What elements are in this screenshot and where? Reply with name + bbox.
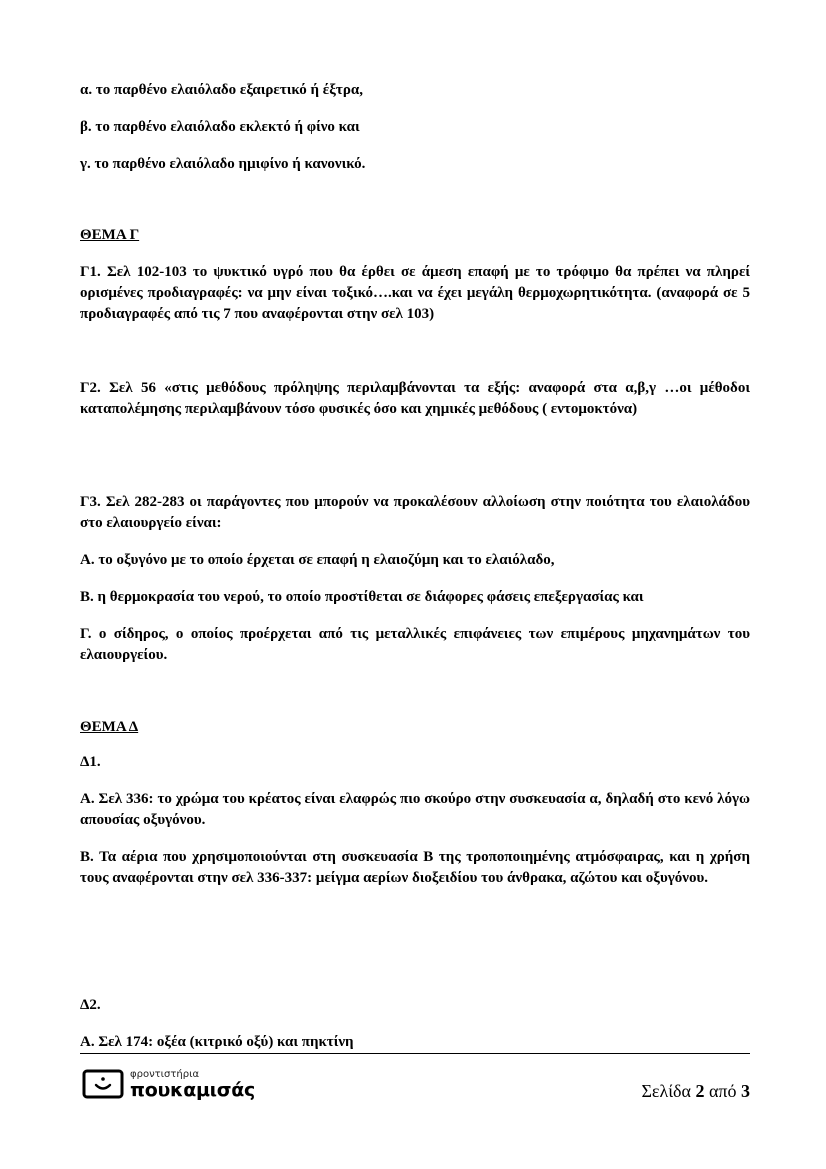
answer-d1-b: Β. Τα αέρια που χρησιμοποιούνται στη συσκευασία Β της τροποποιημένης ατμόσφαιρας, και η χρήση τους αναφέρονται στην σελ 336-337: μείγμα αερίων διοξειδίου του άνθρακα, αζώτου και οξυγόνου.: [80, 849, 750, 886]
page-current: 2: [695, 1081, 705, 1101]
answer-g3-c: Γ. ο σίδηρος, ο οποίος προέρχεται από τις μεταλλικές επιφάνειες των επιμέρους μηχανημάτων του ελαιουργείου.: [80, 626, 750, 663]
logo-subtitle: φροντιστήρια: [130, 1068, 200, 1080]
answer-g2: Γ2. Σελ 56 «στις μεθόδους πρόληψης περιλαμβάνονται τα εξής: αναφορά στα α,β,γ …οι μέθοδοι καταπολέμησης περιλαμβάνουν τόσο φυσικές όσο και χημικές μεθόδους ( εντομοκτόνα): [80, 380, 750, 417]
answer-d2: Δ2.: [80, 997, 101, 1013]
page-total: 3: [741, 1081, 750, 1101]
answer-g3: Γ3. Σελ 282-283 οι παράγοντες που μπορούν να προκαλέσουν αλλοίωση στην ποιότητα του ελαιολάδου στο ελαιουργείο είναι:: [80, 494, 750, 531]
section-heading-g: ΘΕΜΑ Γ: [80, 227, 140, 243]
page-label: Σελίδα: [641, 1081, 691, 1101]
answer-g3-a: Α. το οξυγόνο με το οποίο έρχεται σε επαφή η ελαιοζύμη και το ελαιόλαδο,: [80, 552, 555, 568]
smiley-logo-icon: [82, 1069, 124, 1099]
list-item-a: α. το παρθένο ελαιόλαδο εξαιρετικό ή έξτρα,: [80, 82, 363, 98]
logo-title: πουκαμισάς: [130, 1078, 255, 1101]
answer-g1: Γ1. Σελ 102-103 το ψυκτικό υγρό που θα έρθει σε άμεση επαφή με το τρόφιμο θα πρέπει να πληρεί ορισμένες προδιαγραφές: να μην είναι τοξικό….και να έχει μεγάλη θερμοχωρητικότητα. (αναφορά σε 5 προδιαγραφές από τις 7 που αναφέρονται στην σελ 103): [80, 264, 750, 322]
list-item-c: γ. το παρθένο ελαιόλαδο ημιφίνο ή κανονικό.: [80, 156, 366, 172]
footer-divider: [80, 1053, 750, 1054]
logo-text: [130, 1069, 255, 1100]
answer-d1-a: Α. Σελ 336: το χρώμα του κρέατος είναι ελαφρώς πιο σκούρο στην συσκευασία α, δηλαδή στο κενό λόγω απουσίας οξυγόνου.: [80, 791, 750, 828]
section-heading-d: ΘΕΜΑ Δ: [80, 719, 139, 735]
answer-d1: Δ1.: [80, 754, 101, 770]
page-number: [641, 1081, 750, 1102]
brand-logo: [82, 1067, 255, 1101]
list-item-b: β. το παρθένο ελαιόλαδο εκλεκτό ή φίνο και: [80, 119, 360, 135]
page-of: από: [708, 1081, 737, 1101]
answer-g3-b: Β. η θερμοκρασία του νερού, το οποίο προστίθεται σε διάφορες φάσεις επεξεργασίας και: [80, 589, 644, 605]
answer-d2-a: Α. Σελ 174: οξέα (κιτρικό οξύ) και πηκτίνη: [80, 1034, 354, 1050]
